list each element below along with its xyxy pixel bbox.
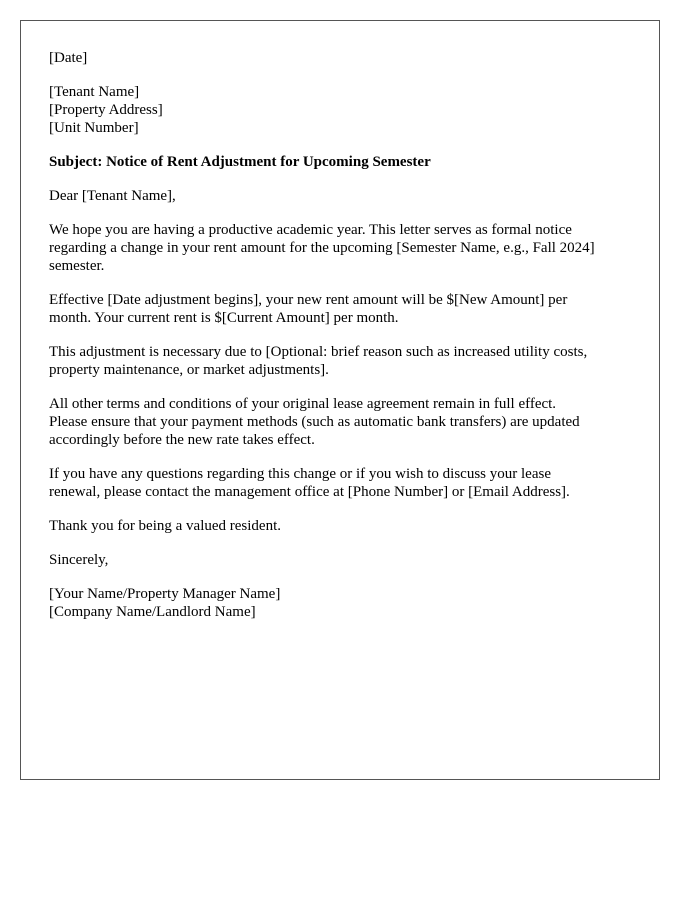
- body-paragraph-thanks: [49, 517, 631, 535]
- paragraph-line: Please ensure that your payment methods (such as automatic bank transfers) are updated: [49, 414, 580, 430]
- paragraph-line: property maintenance, or market adjustments].: [49, 362, 329, 378]
- closing-text: Sincerely,: [49, 552, 109, 568]
- letter-page: [20, 20, 660, 780]
- signature-block: [49, 585, 631, 621]
- paragraph-line: Thank you for being a valued resident.: [49, 518, 282, 534]
- paragraph-line: regarding a change in your rent amount for the upcoming [Semester Name, e.g., Fall 2024]: [49, 240, 595, 256]
- paragraph-line: semester.: [49, 258, 105, 274]
- body-paragraph-terms: [49, 395, 631, 449]
- letter-closing: [49, 551, 631, 569]
- body-paragraph-reason: [49, 343, 631, 379]
- recipient-unit-number: [Unit Number]: [49, 120, 139, 136]
- date-text: [Date]: [49, 50, 88, 66]
- paragraph-line: Effective [Date adjustment begins], your new rent amount will be $[New Amount] per: [49, 292, 568, 308]
- body-paragraph-contact: [49, 465, 631, 501]
- paragraph-line: We hope you are having a productive academic year. This letter serves as formal notice: [49, 222, 572, 238]
- signature-company: [Company Name/Landlord Name]: [49, 604, 256, 620]
- letter-date: [49, 49, 631, 67]
- recipient-property-address: [Property Address]: [49, 102, 163, 118]
- signature-name: [Your Name/Property Manager Name]: [49, 586, 281, 602]
- paragraph-line: month. Your current rent is $[Current Amount] per month.: [49, 310, 399, 326]
- subject-text: Subject: Notice of Rent Adjustment for Upcoming Semester: [49, 154, 431, 170]
- paragraph-line: accordingly before the new rate takes effect.: [49, 432, 315, 448]
- paragraph-line: This adjustment is necessary due to [Optional: brief reason such as increased utility costs,: [49, 344, 588, 360]
- body-paragraph-rent-amount: [49, 291, 631, 327]
- letter-salutation: [49, 187, 631, 205]
- salutation-text: Dear [Tenant Name],: [49, 188, 176, 204]
- body-paragraph-intro: [49, 221, 631, 275]
- paragraph-line: All other terms and conditions of your original lease agreement remain in full effect.: [49, 396, 557, 412]
- paragraph-line: If you have any questions regarding this change or if you wish to discuss your lease: [49, 466, 551, 482]
- recipient-block: [49, 83, 631, 137]
- letter-subject: [49, 153, 631, 171]
- paragraph-line: renewal, please contact the management office at [Phone Number] or [Email Address].: [49, 484, 570, 500]
- recipient-tenant-name: [Tenant Name]: [49, 84, 140, 100]
